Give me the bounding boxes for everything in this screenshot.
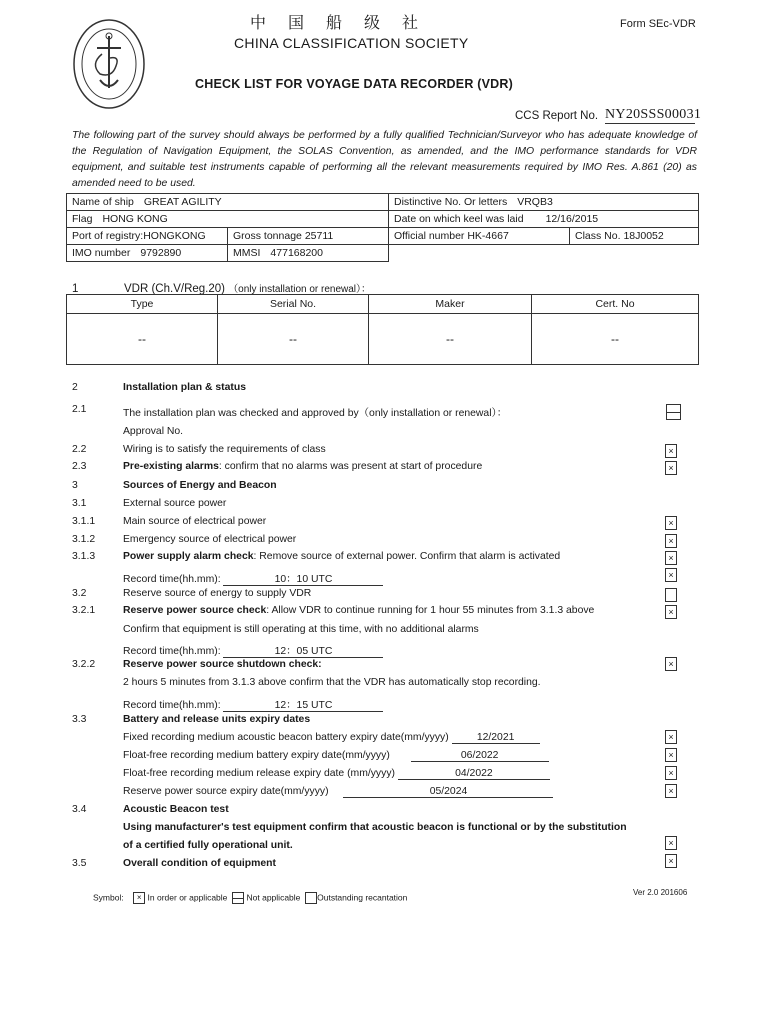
item-2-1: 2.1 The installation plan was checked and approved by（only installation or renewal）： xyxy=(0,404,768,422)
checkbox-3-5[interactable]: × xyxy=(665,854,677,868)
item-3-3-a: Fixed recording medium acoustic beacon battery expiry date(mm/yyyy) 12/2021 × xyxy=(0,732,768,750)
vdr-table xyxy=(66,294,699,365)
chinese-title: 中国船级社 xyxy=(250,13,441,32)
checkbox-3-1-3[interactable]: × xyxy=(665,551,677,565)
item-3-4-text1: Using manufacturer's test equipment confirm that acoustic beacon is functional or by the substitution xyxy=(123,822,627,833)
vdr-type-value: -- xyxy=(67,314,218,365)
reserve-power-expiry[interactable]: 05/2024 xyxy=(343,786,553,798)
item-3-1-2: 3.1.2 Emergency source of electrical power × xyxy=(0,534,768,552)
checkbox-3-1-2[interactable]: × xyxy=(665,534,677,548)
ship-name-cell: Name of ship GREAT AGILITY xyxy=(67,194,389,211)
vdr-col-type: Type xyxy=(67,295,218,314)
vdr-col-cert: Cert. No xyxy=(532,295,699,314)
item-2-3: 2.3 Pre-existing alarms: confirm that no alarms was present at start of procedure × xyxy=(0,461,768,479)
record-time-3-2-2-value[interactable]: 12：15 UTC xyxy=(223,696,383,712)
gross-cell: Gross tonnage 25711 xyxy=(228,228,389,245)
form-code: Form SEc-VDR xyxy=(620,18,696,30)
vdr-col-serial: Serial No. xyxy=(218,295,369,314)
item-3-2-2-text: 2 hours 5 minutes from 3.1.3 above confirm that the VDR has automatically stop recording. xyxy=(123,677,541,688)
vdr-cert-value: -- xyxy=(532,314,699,365)
checkbox-2-3[interactable]: × xyxy=(665,461,677,475)
official-cell: Official number HK-4667 xyxy=(389,228,570,245)
float-free-battery-expiry[interactable]: 06/2022 xyxy=(411,750,549,762)
ccs-seal-logo xyxy=(72,18,146,110)
item-3-3-d: Reserve power source expiry date(mm/yyyy) 05/2024 × xyxy=(0,786,768,804)
item-2-2: 2.2 Wiring is to satisfy the requirements of class × xyxy=(0,444,768,462)
legend-x-icon: × xyxy=(133,892,145,904)
item-3-2: 3.2 Reserve source of energy to supply VDR xyxy=(0,588,768,606)
checkbox-3-2[interactable] xyxy=(665,588,677,602)
record-time-3-2-2: Record time(hh.mm): 12：15 UTC xyxy=(0,696,768,714)
approval-no: Approval No. xyxy=(123,426,184,437)
intro-paragraph: The following part of the survey should always be performed by a fully qualified Technician/Surveyor who has adequate knowledge of the Regulation of Navigation Equipment, the SOLAS Convention, as amended, and the IMO performance standards for VDR equipment, and suitable test instruments capable of performing all the relevant measurements required by IMO Res. A.861 (20) as amended need to be used. xyxy=(72,130,697,189)
item-3-3-c: Float-free recording medium release expiry date (mm/yyyy) 04/2022 × xyxy=(0,768,768,786)
record-time-3-1-3: Record time(hh.mm): 10：10 UTC × xyxy=(0,570,768,588)
version: Ver 2.0 201606 xyxy=(633,888,688,897)
checkbox-2-1[interactable] xyxy=(666,404,681,420)
legend-na-icon xyxy=(232,892,244,904)
checkbox-3-3-c[interactable]: × xyxy=(665,766,677,780)
item-3-3-b: Float-free recording medium battery expiry date(mm/yyyy) 06/2022 × xyxy=(0,750,768,768)
class-cell: Class No. 18J0052 xyxy=(570,228,699,245)
beacon-battery-expiry[interactable]: 12/2021 xyxy=(452,732,540,744)
document-title: CHECK LIST FOR VOYAGE DATA RECORDER (VDR) xyxy=(195,77,513,91)
legend-outstanding-icon xyxy=(305,892,317,904)
ship-particulars-table xyxy=(66,193,699,262)
checkbox-3-1-3b[interactable]: × xyxy=(665,568,677,582)
blank-cell xyxy=(389,245,699,262)
item-3-2-2: 3.2.2 Reserve power source shutdown check: × xyxy=(0,659,768,677)
item-3-3: 3.3 Battery and release units expiry dates xyxy=(72,714,311,725)
imo-cell: IMO number 9792890 xyxy=(67,245,228,262)
report-label: CCS Report No. xyxy=(515,110,599,122)
item-3-2-1-confirm: Confirm that equipment is still operating at this time, with no additional alarms xyxy=(123,624,479,635)
checkbox-3-2-1[interactable]: × xyxy=(665,605,677,619)
checkbox-3-3-a[interactable]: × xyxy=(665,730,677,744)
checkbox-3-1-1[interactable]: × xyxy=(665,516,677,530)
record-time-3-1-3-value[interactable]: 10：10 UTC xyxy=(223,570,383,586)
keel-cell: Date on which keel was laid 12/16/2015 xyxy=(389,211,699,228)
checkbox-3-2-2[interactable]: × xyxy=(665,657,677,671)
report-number: NY20SSS00031 xyxy=(605,107,702,122)
item-3-5: 3.5 Overall condition of equipment × xyxy=(0,858,768,876)
checkbox-3-3-d[interactable]: × xyxy=(665,784,677,798)
symbol-legend: Symbol: × In order or applicable Not applicable Outstanding recantation xyxy=(93,892,408,903)
item-3: 3 Sources of Energy and Beacon xyxy=(72,480,277,491)
item-3-4: 3.4 Acoustic Beacon test xyxy=(72,804,229,815)
item-3-1-3: 3.1.3 Power supply alarm check: Remove source of external power. Confirm that alarm is activated × xyxy=(0,551,768,569)
checkbox-3-3-b[interactable]: × xyxy=(665,748,677,762)
society-name: CHINA CLASSIFICATION SOCIETY xyxy=(234,35,469,51)
section-1-heading: 1 VDR (Ch.V/Reg.20) （only installation or renewal）： xyxy=(72,283,372,295)
mmsi-cell: MMSI 477168200 xyxy=(228,245,389,262)
record-time-3-2-1: Record time(hh.mm): 12：05 UTC xyxy=(0,642,768,660)
item-3-4-text2: of a certified fully operational unit. × xyxy=(0,840,768,858)
item-2: 2 Installation plan & status xyxy=(72,382,246,393)
record-time-3-2-1-value[interactable]: 12：05 UTC xyxy=(223,642,383,658)
float-free-release-expiry[interactable]: 04/2022 xyxy=(398,768,550,780)
distinctive-cell: Distinctive No. Or letters VRQB3 xyxy=(389,194,699,211)
vdr-maker-value: -- xyxy=(369,314,532,365)
flag-cell: Flag HONG KONG xyxy=(67,211,389,228)
checkbox-2-2[interactable]: × xyxy=(665,444,677,458)
port-cell: Port of registry:HONGKONG xyxy=(67,228,228,245)
vdr-col-maker: Maker xyxy=(369,295,532,314)
vdr-serial-value: -- xyxy=(218,314,369,365)
item-3-1: 3.1 External source power xyxy=(72,498,227,509)
item-3-1-1: 3.1.1 Main source of electrical power × xyxy=(0,516,768,534)
item-3-2-1: 3.2.1 Reserve power source check: Allow VDR to continue running for 1 hour 55 minutes from 3.1.3 above × xyxy=(0,605,768,623)
checkbox-3-4[interactable]: × xyxy=(665,836,677,850)
